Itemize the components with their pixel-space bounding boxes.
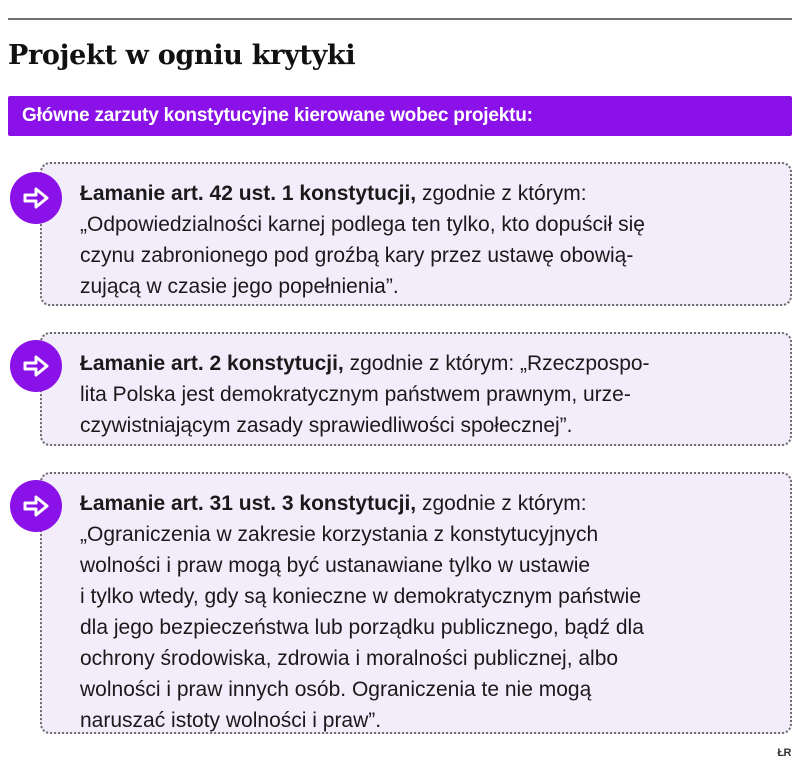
objection-box-1 — [40, 162, 792, 306]
top-rule — [8, 18, 792, 20]
author-mark: ŁR — [777, 747, 791, 759]
objection-box-2 — [40, 332, 792, 446]
objection-lead-3: Łamanie art. 31 ust. 3 konstytucji, — [80, 492, 417, 515]
objection-text-2: Łamanie art. 2 konstytucji, zgodnie z którym: „Rzeczpospo- lita Polska jest demokratycznym państwem prawnym, urze- czywistniającym zasady sprawiedliwości społecznej”. — [80, 352, 650, 437]
objection-text-1: Łamanie art. 42 ust. 1 konstytucji, zgodnie z którym: „Odpowiedzialności karnej podlega ten tylko, kto dopuścił się czynu zabronionego pod groźbą kary przez ustawę obowią- zującą w czasie jego popełnienia”. — [80, 182, 645, 298]
banner-text: Główne zarzuty konstytucyjne kierowane wobec projektu: — [22, 105, 533, 126]
arrow-right-icon — [10, 480, 62, 532]
arrow-right-icon — [10, 172, 62, 224]
objection-text-3: Łamanie art. 31 ust. 3 konstytucji, zgodnie z którym: „Ograniczenia w zakresie korzystania z konstytucyjnych wolności i praw mogą być ustanawiane tylko w ustawie i tylko wtedy, gdy są konieczne w demokratycznym państwie dla jego bezpieczeństwa lub porządku publicznego, bądź dla ochrony środowiska, zdrowia i moralności publicznej, albo wolności i praw innych osób. Ograniczenia te nie mogą naruszać istoty wolności i praw”. — [80, 492, 644, 732]
objection-lead-2: Łamanie art. 2 konstytucji, — [80, 352, 344, 375]
section-banner — [8, 96, 792, 136]
page-title: Projekt w ogniu krytyki — [8, 40, 356, 71]
objection-lead-1: Łamanie art. 42 ust. 1 konstytucji, — [80, 182, 417, 205]
arrow-right-icon — [10, 340, 62, 392]
objection-box-3 — [40, 472, 792, 734]
